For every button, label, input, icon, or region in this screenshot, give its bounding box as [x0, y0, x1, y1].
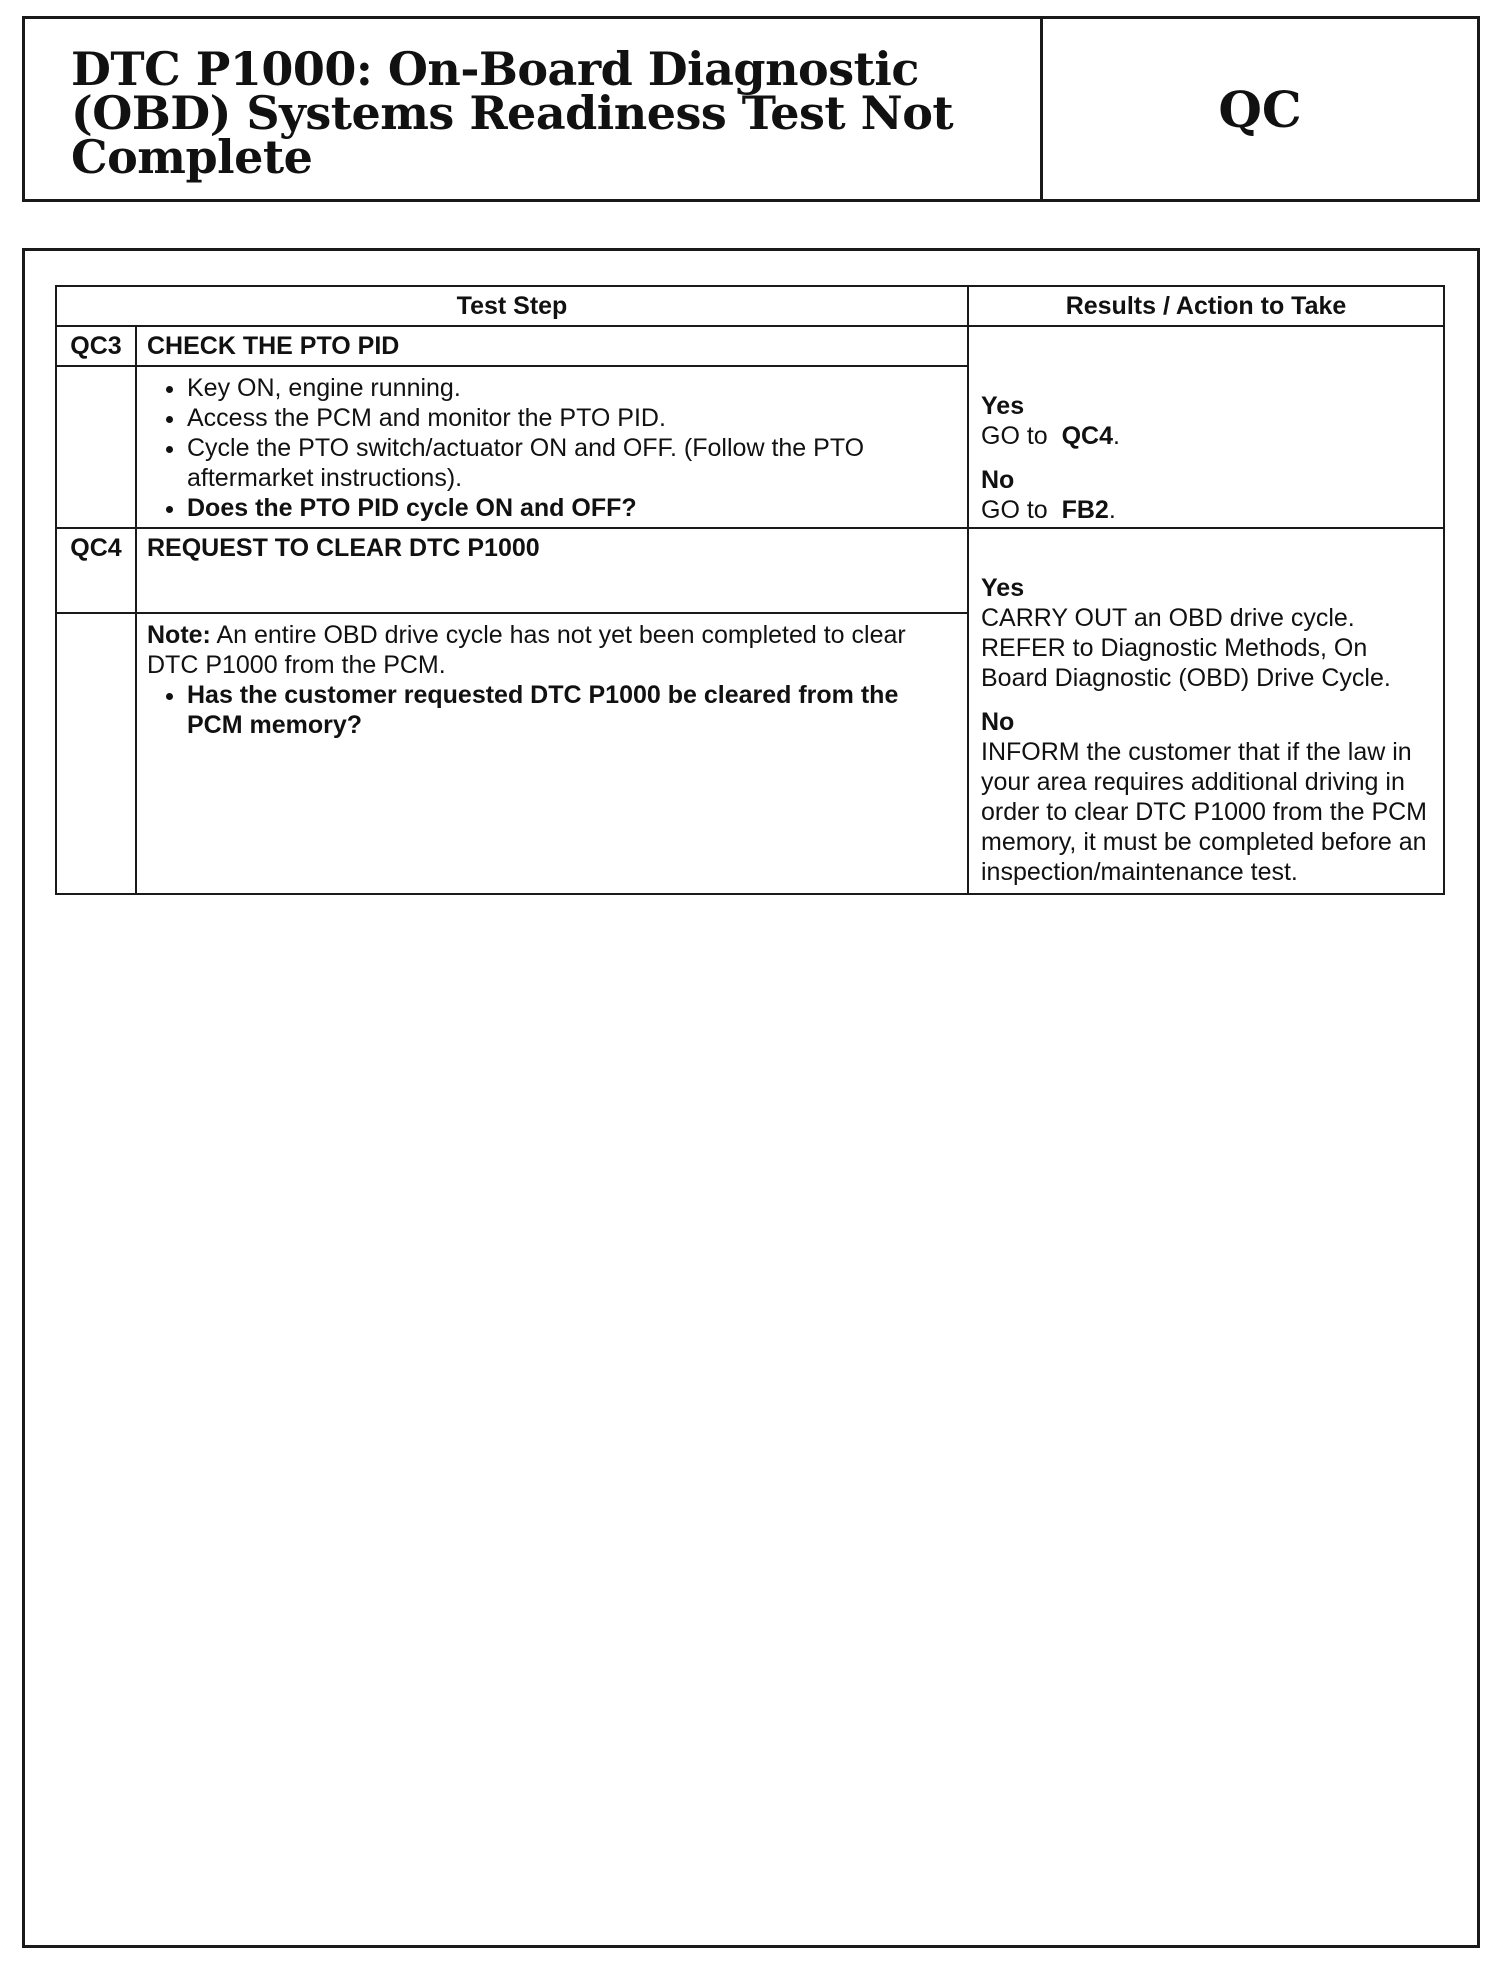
- content-panel: [22, 248, 1480, 1948]
- step-bullets: [147, 373, 947, 523]
- column-header-results: Results / Action to Take: [968, 286, 1444, 326]
- page-header: [22, 16, 1480, 202]
- step-id: QC4: [56, 528, 136, 613]
- step-id-spacer: [56, 613, 136, 894]
- step-title: REQUEST TO CLEAR DTC P1000: [136, 528, 968, 613]
- result-yes-text: CARRY OUT an OBD drive cycle. REFER to Diagnostic Methods, On Board Diagnostic (OBD) Drive Cycle.: [981, 604, 1391, 692]
- page-title: [25, 19, 1043, 199]
- step-id-spacer: [56, 366, 136, 528]
- table-header-row: [56, 286, 1444, 326]
- step-question: • Does the PTO PID cycle ON and OFF?: [187, 493, 947, 523]
- step-result: [968, 326, 1444, 528]
- step-bullet: • Cycle the PTO switch/actuator ON and OFF. (Follow the PTO aftermarket instructions).: [187, 433, 947, 493]
- step-bullet: • Access the PCM and monitor the PTO PID.: [187, 403, 947, 433]
- result-yes-go: GO to: [981, 422, 1048, 450]
- result-yes-label: Yes: [981, 574, 1025, 602]
- result-no-label: No: [981, 466, 1015, 494]
- result-no-go: GO to: [981, 496, 1048, 524]
- diagnostic-table: [55, 285, 1445, 895]
- step-note: [147, 620, 947, 680]
- step-id: QC3: [56, 326, 136, 366]
- note-text: An entire OBD drive cycle has not yet been completed to clear DTC P1000 from the PCM.: [147, 621, 906, 680]
- step-body: [136, 366, 968, 528]
- step-body: [136, 613, 968, 894]
- step-title-row: [56, 326, 1444, 366]
- step-title: CHECK THE PTO PID: [136, 326, 968, 366]
- result-no-action: GO to FB2.: [981, 496, 1116, 524]
- step-bullets: [147, 680, 947, 740]
- title-line-3: Complete: [71, 130, 313, 184]
- step-title-row: [56, 528, 1444, 613]
- column-header-test-step: Test Step: [56, 286, 968, 326]
- result-yes-action: GO to QC4.: [981, 422, 1120, 450]
- step-result: [968, 528, 1444, 894]
- title-line-1: DTC P1000: On-Board Diagnostic: [71, 42, 919, 96]
- result-no-text: INFORM the customer that if the law in your area requires additional driving in order to clear DTC P1000 from the PCM memory, it must be completed before an inspection/maintenance test.: [981, 738, 1427, 886]
- step-question: • Has the customer requested DTC P1000 be cleared from the PCM memory?: [187, 680, 947, 740]
- note-label: Note:: [147, 621, 211, 650]
- step-bullet: • Key ON, engine running.: [187, 373, 947, 403]
- result-no-label: No: [981, 708, 1015, 736]
- section-code: QC: [1218, 79, 1302, 139]
- result-no-target: FB2: [1061, 496, 1109, 524]
- result-yes-target: QC4: [1061, 422, 1113, 450]
- result-yes-label: Yes: [981, 392, 1025, 420]
- title-line-2: (OBD) Systems Readiness Test Not: [71, 86, 954, 140]
